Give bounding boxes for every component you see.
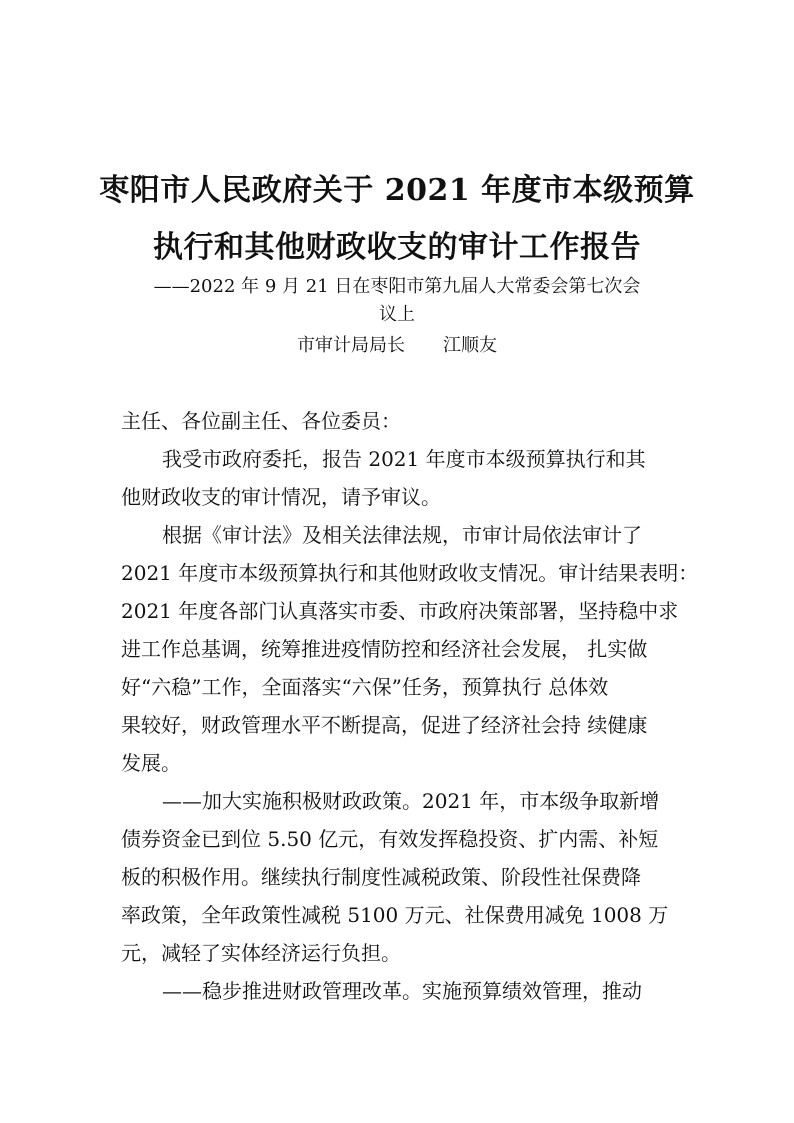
document-title-line-1: 枣阳市人民政府关于 2021 年度市本级预算 <box>99 173 695 208</box>
paragraph-line: 我受市政府委托，报告 2021 年度市本级预算执行和其 <box>162 447 646 471</box>
paragraph-line: 发展。 <box>121 751 181 775</box>
speaker-position: 市审计局局长 <box>297 335 405 356</box>
paragraph-line: ——稳步推进财政管理改革。实施预算绩效管理，推动 <box>162 979 642 1003</box>
subtitle-line-2: 议上 <box>379 304 415 325</box>
speaker-name: 江顺友 <box>443 335 497 356</box>
paragraph-line: ——加大实施积极财政政策。2021 年，市本级争取新增 <box>162 789 660 813</box>
paragraph-line: 他财政收支的审计情况，请予审议。 <box>121 485 441 509</box>
paragraph-line: 果较好，财政管理水平不断提高，促进了经济社会持 续健康 <box>121 713 648 737</box>
salutation: 主任、各位副主任、各位委员： <box>121 409 401 433</box>
paragraph-line: 债券资金已到位 5.50 亿元，有效发挥稳投资、扩内需、补短 <box>121 827 659 851</box>
paragraph-line: 2021 年度市本级预算执行和其他财政收支情况。审计结果表明： <box>121 561 699 585</box>
paragraph-line: 根据《审计法》及相关法律法规，市审计局依法审计了 <box>162 523 642 547</box>
paragraph-line: 进工作总基调，统筹推进疫情防控和经济社会发展， 扎实做 <box>121 637 648 661</box>
paragraph-line: 率政策，全年政策性减税 5100 万元、社保费用减免 1008 万 <box>121 903 669 927</box>
speaker-line <box>0 331 794 357</box>
document-title-line-2: 执行和其他财政收支的审计工作报告 <box>153 230 641 265</box>
subtitle-line-1: ——2022 年 9 月 21 日在枣阳市第九届人大常委会第七次会 <box>153 276 641 297</box>
paragraph-line: 元，减轻了实体经济运行负担。 <box>121 941 401 965</box>
paragraph-line: 好“六稳”工作，全面落实“六保”任务，预算执行 总体效 <box>121 675 609 699</box>
paragraph-line: 2021 年度各部门认真落实市委、市政府决策部署，坚持稳中求 <box>121 599 679 623</box>
paragraph-line: 板的积极作用。继续执行制度性减税政策、阶段性社保费降 <box>121 865 641 889</box>
